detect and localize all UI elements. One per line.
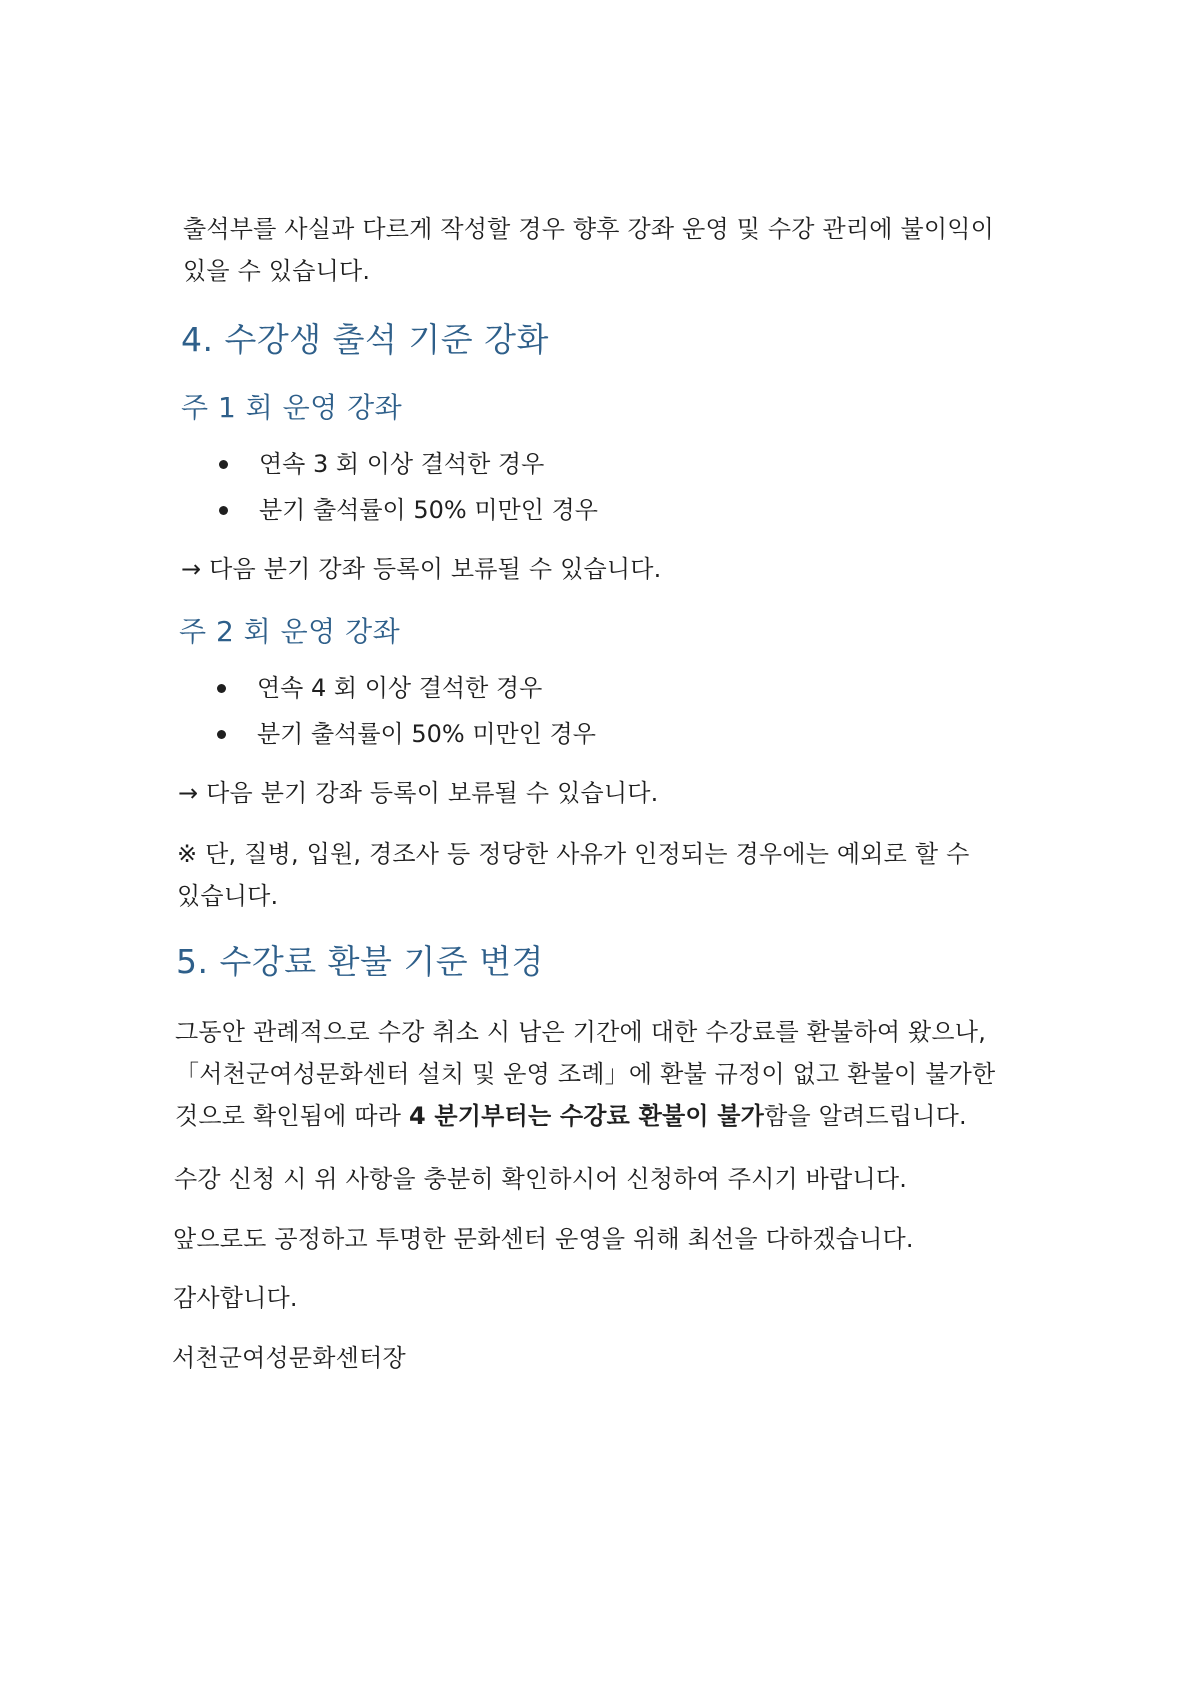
exception-note — [177, 833, 970, 917]
list-item: 분기 출석률이 50% 미만인 경우 — [217, 711, 596, 757]
refund-emphasis: 4 분기부터는 수강료 환불이 불가 — [408, 1102, 765, 1130]
list-item: 연속 3 회 이상 결석한 경우 — [219, 441, 598, 487]
section-4-heading: 4. 수강생 출석 기준 강화 — [181, 320, 549, 359]
bullet-icon — [219, 460, 228, 469]
bullet-icon — [217, 730, 226, 739]
closing-text: 감사합니다. — [173, 1284, 298, 1312]
weekly2-bullet-list — [217, 665, 596, 757]
bullet-icon — [217, 684, 226, 693]
exception-note-line-2: 있습니다. — [177, 882, 279, 910]
section-5-heading: 5. 수강료 환불 기준 변경 — [176, 942, 544, 981]
commitment-paragraph: 앞으로도 공정하고 투명한 문화센터 운영을 위해 최선을 다하겠습니다. — [173, 1225, 914, 1253]
weekly1-bullet-list — [219, 441, 598, 533]
weekly1-result: → 다음 분기 강좌 등록이 보류될 수 있습니다. — [181, 555, 662, 583]
intro-paragraph — [183, 208, 994, 292]
weekly2-subheading: 주 2 회 운영 강좌 — [179, 615, 401, 648]
refund-paragraph — [175, 1011, 995, 1137]
confirm-paragraph: 수강 신청 시 위 사항을 충분히 확인하시어 신청하여 주시기 바랍니다. — [174, 1165, 908, 1193]
intro-line-1: 출석부를 사실과 다르게 작성할 경우 향후 강좌 운영 및 수강 관리에 불이익이 — [183, 215, 995, 243]
signature: 서천군여성문화센터장 — [172, 1344, 406, 1372]
intro-line-2: 있을 수 있습니다. — [183, 257, 371, 285]
list-item: 연속 4 회 이상 결석한 경우 — [217, 665, 596, 711]
refund-line-1: 그동안 관례적으로 수강 취소 시 남은 기간에 대한 수강료를 환불하여 왔으나, — [175, 1018, 987, 1046]
list-item: 분기 출석률이 50% 미만인 경우 — [219, 487, 598, 533]
refund-line-2: 「서천군여성문화센터 설치 및 운영 조례」에 환불 규정이 없고 환불이 불가한 — [175, 1060, 996, 1088]
weekly2-result: → 다음 분기 강좌 등록이 보류될 수 있습니다. — [178, 779, 659, 807]
exception-note-line-1: ※ 단, 질병, 입원, 경조사 등 정당한 사유가 인정되는 경우에는 예외로 할 수 — [177, 840, 970, 868]
refund-line-3: 것으로 확인됨에 따라 4 분기부터는 수강료 환불이 불가함을 알려드립니다. — [175, 1102, 967, 1130]
weekly1-subheading: 주 1 회 운영 강좌 — [181, 391, 403, 424]
bullet-icon — [219, 506, 228, 515]
